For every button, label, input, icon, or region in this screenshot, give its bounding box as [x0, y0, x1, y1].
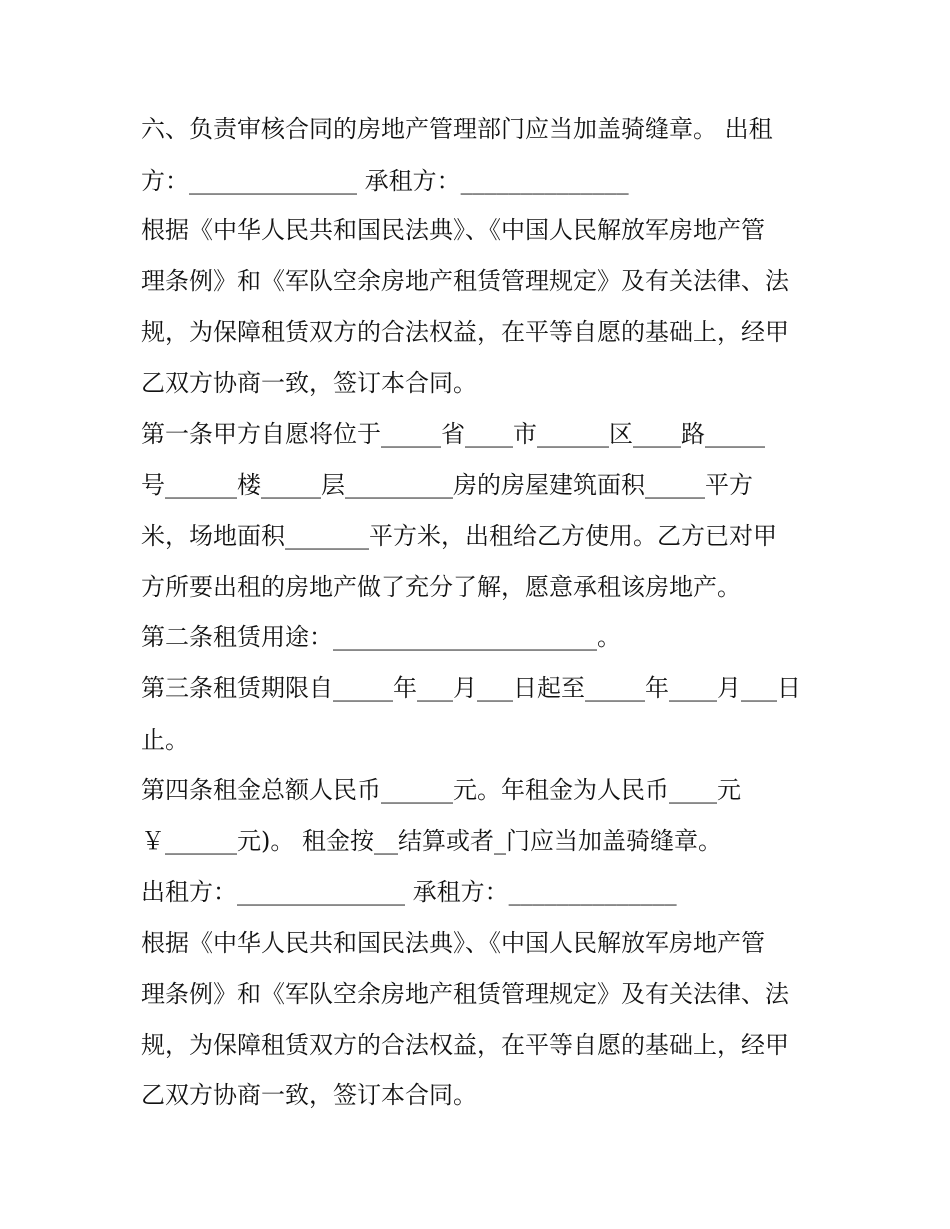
text-line: 出租方：______________ 承租方：______________	[141, 878, 677, 906]
text-line: 规，为保障租赁双方的合法权益，在平等自愿的基础上，经甲	[141, 318, 789, 346]
text-line: 根据《中华人民共和国民法典》、《中国人民解放军房地产管	[141, 216, 765, 244]
text-line: 止。	[141, 726, 189, 754]
text-line: 第二条租赁用途：______________________。	[141, 623, 621, 651]
text-line: ￥______元)。 租金按__结算或者_门应当加盖骑缝章。	[141, 827, 722, 855]
text-line: 方：______________ 承租方：______________	[141, 167, 629, 195]
text-line: 六、负责审核合同的房地产管理部门应当加盖骑缝章。 出租	[141, 115, 773, 143]
text-line: 号______楼_____层_________房的房屋建筑面积_____平方	[141, 471, 753, 499]
text-line: 乙双方协商一致，签订本合同。	[141, 1081, 477, 1109]
text-line: 理条例》和《军队空余房地产租赁管理规定》及有关法律、法	[141, 980, 789, 1008]
text-line: 乙双方协商一致，签订本合同。	[141, 369, 477, 397]
text-line: 第一条甲方自愿将位于_____省____市______区____路_____	[141, 420, 765, 448]
text-line: 第四条租金总额人民币______元。年租金为人民币____元	[141, 776, 741, 804]
text-line: 米，场地面积_______平方米，出租给乙方使用。乙方已对甲	[141, 522, 777, 550]
text-line: 第三条租赁期限自_____年___月___日起至_____年____月___日	[141, 674, 801, 702]
text-line: 方所要出租的房地产做了充分了解，愿意承租该房地产。	[141, 573, 741, 601]
text-line: 理条例》和《军队空余房地产租赁管理规定》及有关法律、法	[141, 267, 789, 295]
text-line: 根据《中华人民共和国民法典》、《中国人民解放军房地产管	[141, 929, 765, 957]
text-line: 规，为保障租赁双方的合法权益，在平等自愿的基础上，经甲	[141, 1031, 789, 1059]
